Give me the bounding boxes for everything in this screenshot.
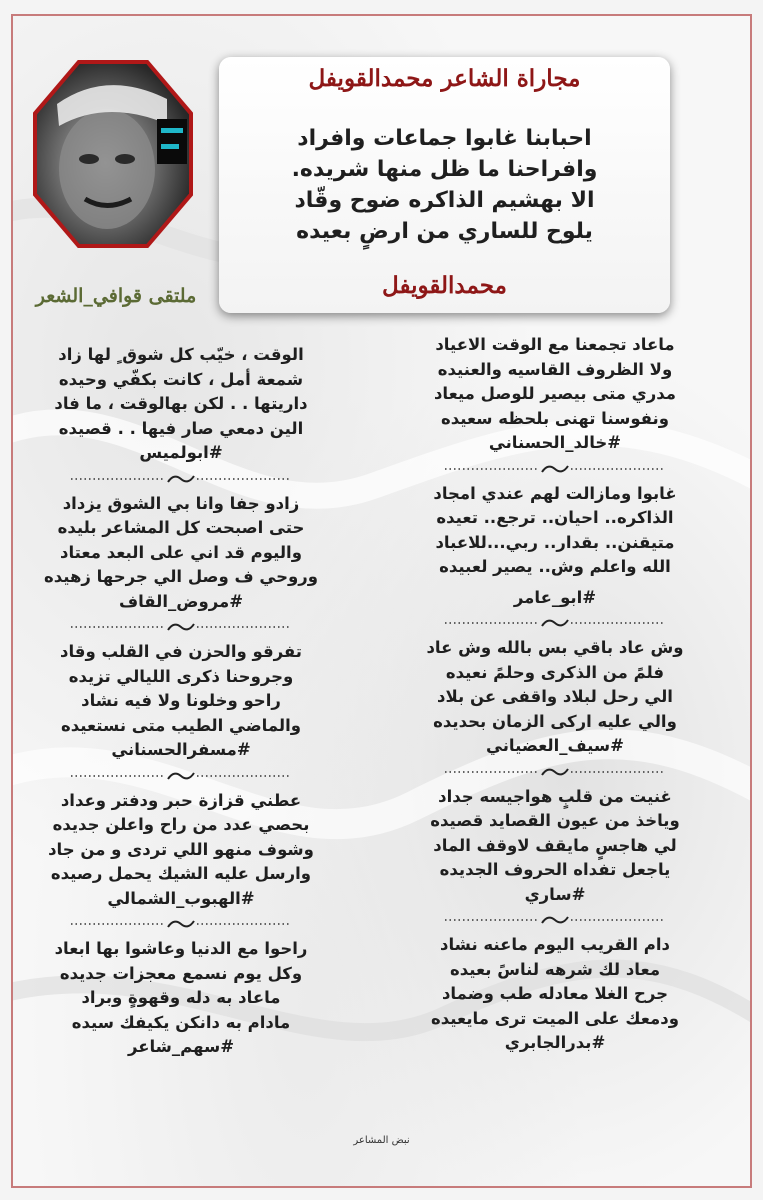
poem-line: وجروحنا ذكرى الليالي تزيده (68, 666, 294, 686)
ornament-divider (418, 456, 692, 482)
poet-portrait-photo (37, 64, 189, 244)
poem-line: ونفوسنا تهنى بلحظه سعيده (440, 408, 670, 428)
poem-line: زادو جفا وانا بي الشوق يزداد (62, 493, 300, 513)
poem-block (418, 785, 692, 908)
header-author: محمدالقويفل (382, 272, 507, 299)
poem-block (28, 937, 334, 1060)
poem-line: متيقنن.. بقدار.. ربي...للاعباد (435, 532, 675, 552)
header-poem-line: الا بهشيم الذاكره ضوح وقّاد (294, 188, 595, 213)
poet-signature: #ساري (524, 884, 586, 904)
poem-line: والي عليه اركى الزمان بحديده (433, 711, 677, 731)
poem-line: بحصي عدد من راح واعلن جديده (52, 815, 310, 834)
forum-label: ملتقى قوافي_الشعر (35, 285, 197, 307)
poet-signature: #مروض_القاف (118, 591, 244, 611)
poem-line: وروحي ف وصل الي جرحها زهيده (43, 567, 319, 586)
poem-line: الي رحل لبلاد واقفى عن بلاد (437, 687, 673, 706)
poet-signature: #خالد_الحسناني (488, 433, 622, 452)
poem-line: راحو وخلونا ولا فيه نشاد (81, 691, 281, 710)
poem-line: وكل يوم نسمع معجزات جديده (59, 963, 303, 983)
poem-line: غابوا ومازالت لهم عندي امجاد (433, 483, 677, 503)
left-poems-column (28, 343, 334, 1060)
poem-block (418, 482, 692, 611)
ornament-divider (28, 911, 334, 937)
right-poems-column (418, 333, 692, 1056)
ornament-divider (418, 759, 692, 785)
poet-signature: #ابو_عامر (513, 587, 597, 607)
poem-line: داريتها . . لكن بهالوقت ، ما فاد (54, 394, 308, 413)
poet-signature: #بدرالجابري (504, 1033, 606, 1052)
poem-line: واليوم قد اني على البعد معتاد (60, 542, 302, 562)
poem-line: الذاكره.. احيان.. ترجع.. تعيده (436, 508, 674, 527)
portrait-face-shape (37, 64, 189, 244)
poem-block (418, 933, 692, 1056)
poem-line: وشوف منهو اللي تردى و من جاد (48, 839, 314, 859)
poem-block (418, 333, 692, 456)
poet-portrait (33, 60, 193, 248)
header-poem-line: يلوح للساري من ارضٍ بعيده (296, 219, 593, 244)
poem-line: الوقت ، خيّب كل شوق ٍ لها زاد (58, 345, 304, 364)
poem-line: جرح الغلا معادله طب وضماد (441, 984, 669, 1003)
poem-line: وياخذ من عيون القصايد قصيده (430, 811, 680, 830)
ornament-divider (28, 466, 334, 492)
header-title: مجاراة الشاعر محمدالقويفل (308, 65, 581, 92)
poet-signature: #مسفرالحسناني (111, 740, 251, 759)
header-poem-line: وافراحنا ما ظل منها شريده. (291, 157, 598, 182)
poem-line: غنيت من قلبٍ هواجيسه جداد (438, 786, 672, 806)
footer-caption: نبض المشاعر (353, 1135, 410, 1146)
poem-line: تفرقو والحزن في القلب وقاد (60, 642, 302, 661)
header-card (219, 57, 670, 313)
poem-line: ودمعك على الميت ترى مايعيده (431, 1008, 679, 1028)
poet-signature: #سيف_العضياني (486, 736, 624, 755)
poem-block (418, 636, 692, 759)
poet-signature: #الهبوب_الشمالي (107, 888, 255, 908)
poem-line: ياجعل تفداه الحروف الجديده (439, 860, 671, 879)
poem-line: دام القريب اليوم ماعنه نشاد (440, 935, 670, 954)
poem-line: ماعاد تجمعنا مع الوقت الاعياد (435, 335, 675, 354)
poem-block (28, 343, 334, 466)
poet-signature: #سهم_شاعر (127, 1037, 235, 1056)
poem-line: راحوا مع الدنيا وعاشوا بها ابعاد (54, 939, 308, 958)
ornament-divider (418, 610, 692, 636)
poem-line: الله واعلم وش.. يصير لعبيده (439, 557, 671, 576)
poem-line: مدري متى بيصير للوصل ميعاد (433, 384, 677, 403)
poem-line: وش عاد باقي بس بالله وش عاد (426, 638, 684, 657)
header-poem-line: احبابنا غابوا جماعات وافراد (297, 126, 592, 151)
poem-line: معاد لك شرهه لناسً بعيده (449, 959, 661, 979)
poem-line: شمعة أمل ، كانت بكفّي وحيده (58, 369, 304, 389)
poem-line: والماضي الطيب متى نستعيده (60, 715, 302, 735)
poem-block (28, 492, 334, 615)
poet-signature: #ابولميس (139, 443, 223, 462)
poem-line: ماعاد به دله وقهوةٍ وبراد (81, 988, 281, 1007)
ornament-divider (418, 907, 692, 933)
header-poem (239, 123, 650, 247)
poem-block (28, 640, 334, 763)
poem-line: حتى اصبحت كل المشاعر بليده (57, 518, 305, 537)
poem-line: فلمً من الذكرى وحلمً نعيده (445, 662, 665, 682)
poem-line: مادام به دانكن يكيفك سيده (71, 1012, 291, 1032)
poem-block (28, 789, 334, 912)
poem-line: عطني قزازة حبر ودفتر وعداد (60, 790, 302, 810)
poem-line: وارسل عليه الشيك يحمل رصيده (50, 864, 312, 883)
ornament-divider (28, 614, 334, 640)
ornament-divider (28, 763, 334, 789)
poem-line: ولا الظروف القاسيه والعنيده (437, 359, 673, 379)
poem-line: لي هاجسٍ مايقف لاوقف الماد (433, 835, 677, 855)
poem-line: الين دمعي صار فيها . . قصيده (58, 418, 304, 438)
